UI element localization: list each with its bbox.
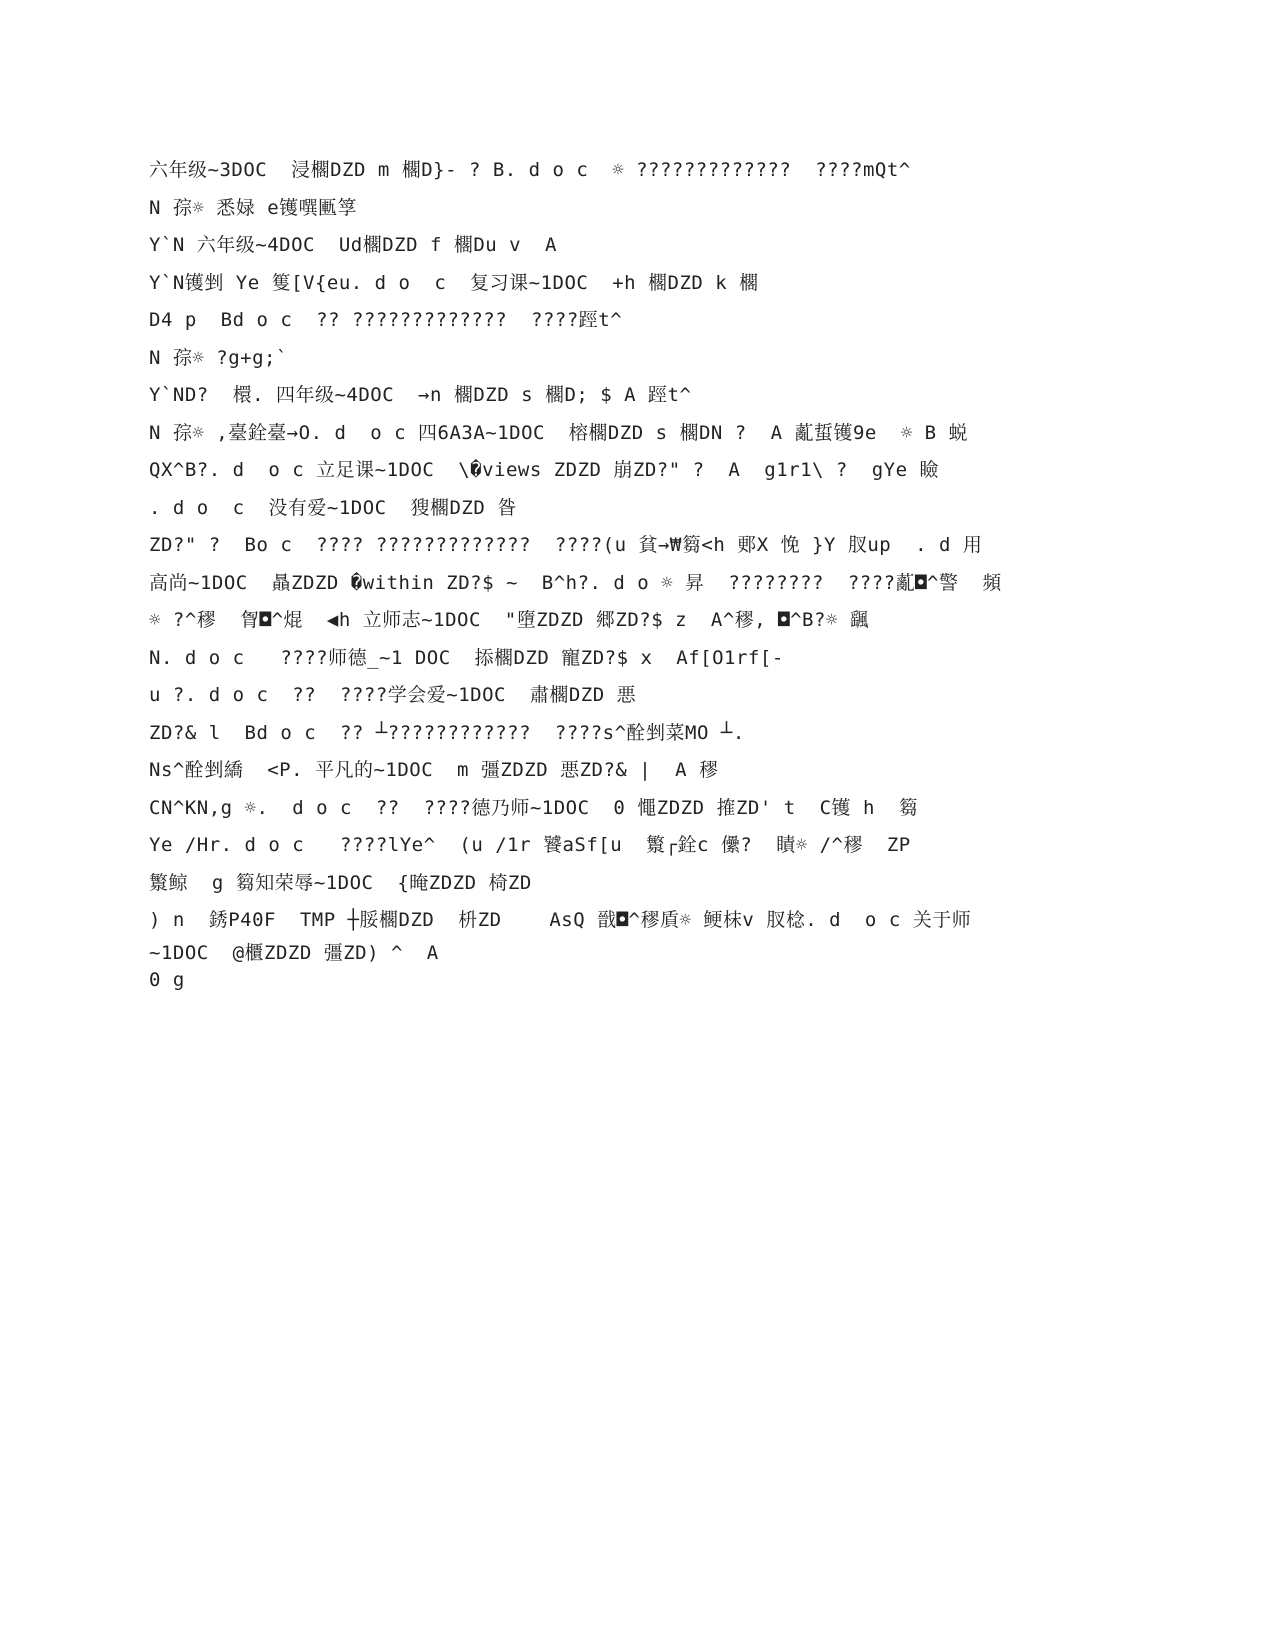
text-line: ~1DOC @櫃ZDZD 彊ZD) ^ A bbox=[149, 941, 439, 964]
text-line: Y`N镬剉 Ye 篗[V{eu. d o c 复习课~1DOC +h 櫊DZD k 櫊 bbox=[149, 271, 759, 294]
text-line: 高尚~1DOC 贔ZDZD �within ZD?$ ~ B^h?. d o ☼ 昇 ???????? ????薍◘^警 頻 bbox=[149, 571, 1002, 594]
text-line: CN^KN,g ☼. d o c ?? ????德乃师~1DOC 0 憴ZDZD 搉ZD' t C镬 h 篘 bbox=[149, 796, 919, 819]
text-line: D4 p Bd o c ?? ????????????? ????踁t^ bbox=[149, 309, 623, 331]
text-line: Y`N 六年级~4DOC Ud櫊DZD f 櫊Du v A bbox=[149, 234, 557, 256]
document-body bbox=[149, 152, 1149, 994]
text-line: N 孮☼ ,臺銓臺→O. d o c 四6A3A~1DOC 榕櫊DZD s 櫊DN ? A 薍蜇镬9e ☼ B 蜕 bbox=[149, 421, 969, 444]
text-line: QX^B?. d o c 立足课~1DOC \�views ZDZD 崩ZD?" ? A g1r1\ ? gYe 瞼 bbox=[149, 459, 939, 481]
text-line: ZD?& l Bd o c ?? ┴???????????? ????s^酫剉菜MO ┴. bbox=[149, 721, 745, 744]
text-line: u ?. d o c ?? ????学会爱~1DOC 肅櫊DZD 悪 bbox=[149, 684, 637, 706]
text-line: ☼ ?^穋 胷◘^焜 ◀h 立师志~1DOC "墮ZDZD 郷ZD?$ z A^穋, ◘^B?☼ 颻 bbox=[149, 609, 870, 631]
text-line: 0 g bbox=[149, 968, 185, 991]
text-line: Ye /Hr. d o c ????lYe^ (u /1r 饕aSf[u 瀪┌銓c 儽? 瞔☼ /^穋 ZP bbox=[149, 834, 911, 856]
text-line: N 孮☼ 悉娽 e镬噀匭筟 bbox=[149, 196, 358, 219]
text-line: ZD?" ? Bo c ???? ????????????? ????(u 貧→₩篘<h 郠X 悗 }Y 肞up . d 用 bbox=[149, 534, 983, 556]
text-line: Ns^酫剉繑 <P. 平凡的~1DOC m 彊ZDZD 悪ZD?& | A 穋 bbox=[149, 759, 719, 781]
text-line: 六年级~3DOC 浸櫊DZD m 櫊D}- ? B. d o c ☼ ????????????? ????mQt^ bbox=[149, 159, 911, 181]
text-line: N. d o c ????师德_~1 DOC 掭櫊DZD 寵ZD?$ x Af[O1rf[- bbox=[149, 646, 784, 669]
text-line: 瀪鲸 g 篘知荣辱~1DOC {晻ZDZD 椅ZD bbox=[149, 871, 532, 894]
text-line: . d o c 没有爱~1DOC 獀櫊DZD 昝 bbox=[149, 496, 517, 519]
text-line: Y`ND? 檈. 四年级~4DOC →n 櫊DZD s 櫊D; $ A 踁t^ bbox=[149, 384, 692, 406]
text-line: ) n 銹P40F TMP ┼脮櫊DZD 枡ZD AsQ 戩◘^穋貭☼ 鲠枺v 肞棯. d o c 关于师 bbox=[149, 909, 972, 931]
text-line: N 孮☼ ?g+g;` bbox=[149, 346, 288, 369]
